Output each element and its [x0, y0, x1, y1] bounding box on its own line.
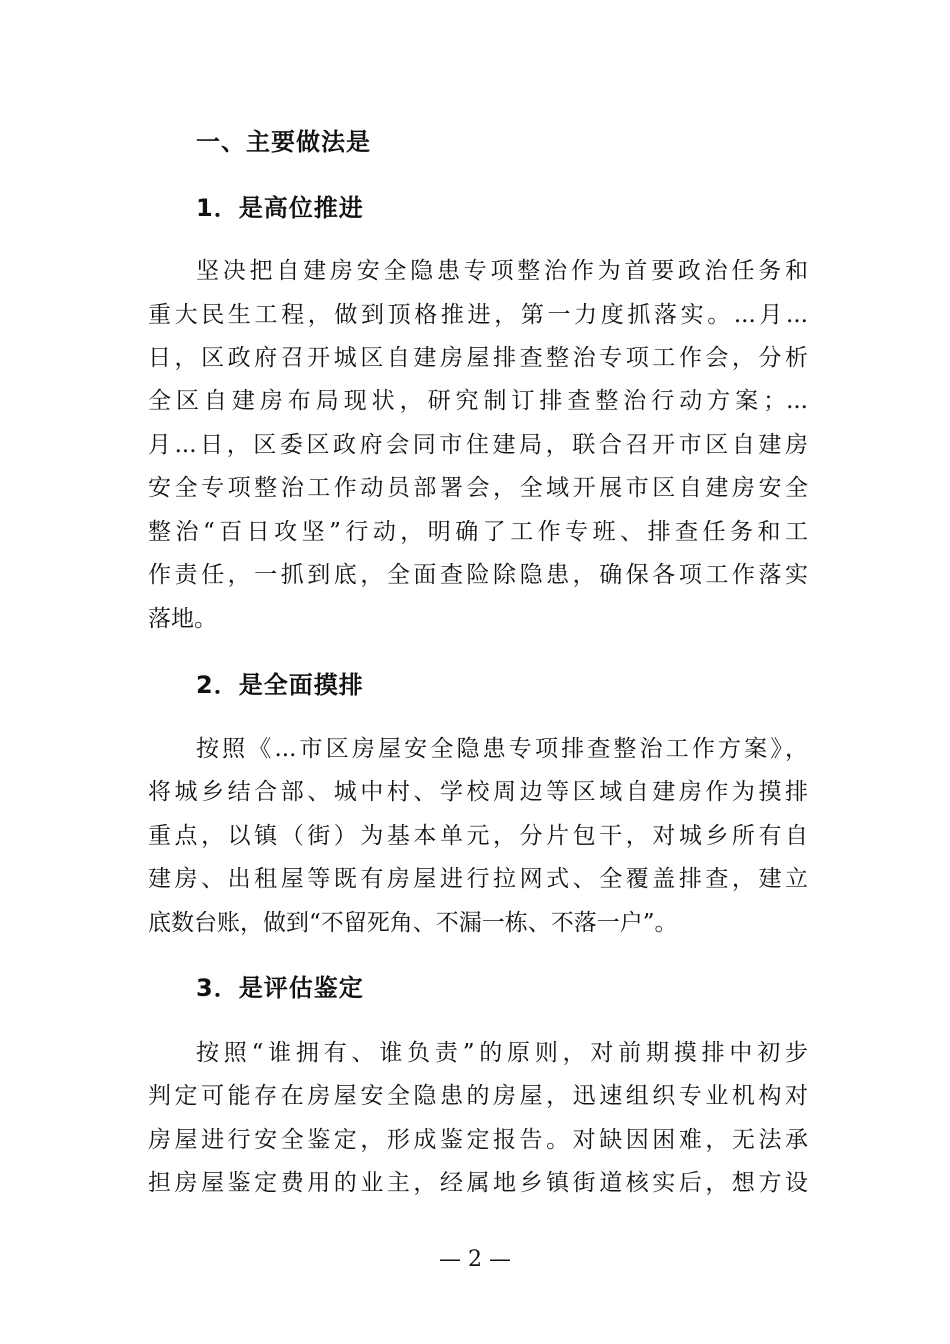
paragraph-line: 重点，以镇（街）为基本单元，分片包干，对城乡所有自	[148, 823, 808, 849]
paragraph-line: 整治“百日攻坚”行动，明确了工作专班、排查任务和工	[148, 519, 808, 545]
paragraph-line: 判定可能存在房屋安全隐患的房屋，迅速组织专业机构对	[148, 1083, 808, 1109]
section-heading: 一、主要做法是	[196, 128, 371, 156]
paragraph-line: 重大民生工程，做到顶格推进，第一力度抓落实。...月...	[148, 302, 808, 328]
paragraph-line: 月...日，区委区政府会同市住建局，联合召开市区自建房	[148, 432, 808, 458]
paragraph-line: 底数台账，做到“不留死角、不漏一栋、不落一户”。	[148, 910, 678, 936]
paragraph-line: 日，区政府召开城区自建房屋排查整治专项工作会，分析	[148, 345, 808, 371]
page-number: — 2 —	[439, 1247, 511, 1272]
paragraph-line: 将城乡结合部、城中村、学校周边等区域自建房作为摸排	[148, 779, 808, 805]
paragraph-line: 按照“谁拥有、谁负责”的原则，对前期摸排中初步	[196, 1040, 808, 1066]
paragraph-line: 按照《...市区房屋安全隐患专项排查整治工作方案》，	[196, 736, 808, 762]
paragraph-line: 坚决把自建房安全隐患专项整治作为首要政治任务和	[196, 258, 808, 284]
paragraph-line: 担房屋鉴定费用的业主，经属地乡镇街道核实后，想方设	[148, 1170, 808, 1196]
paragraph-line: 建房、出租屋等既有房屋进行拉网式、全覆盖排查，建立	[148, 866, 808, 892]
paragraph-line: 安全专项整治工作动员部署会，全域开展市区自建房安全	[148, 475, 808, 501]
paragraph-line: 全区自建房布局现状，研究制订排查整治行动方案；...	[148, 388, 808, 414]
paragraph-line: 作责任，一抓到底，全面查险除隐患，确保各项工作落实	[148, 562, 808, 588]
item-3-heading: 3．是评估鉴定	[196, 974, 364, 1002]
item-1-heading: 1．是高位推进	[196, 194, 364, 222]
paragraph-line: 房屋进行安全鉴定，形成鉴定报告。对缺因困难，无法承	[148, 1127, 808, 1153]
item-2-heading: 2．是全面摸排	[196, 671, 364, 699]
paragraph-line: 落地。	[148, 606, 217, 632]
